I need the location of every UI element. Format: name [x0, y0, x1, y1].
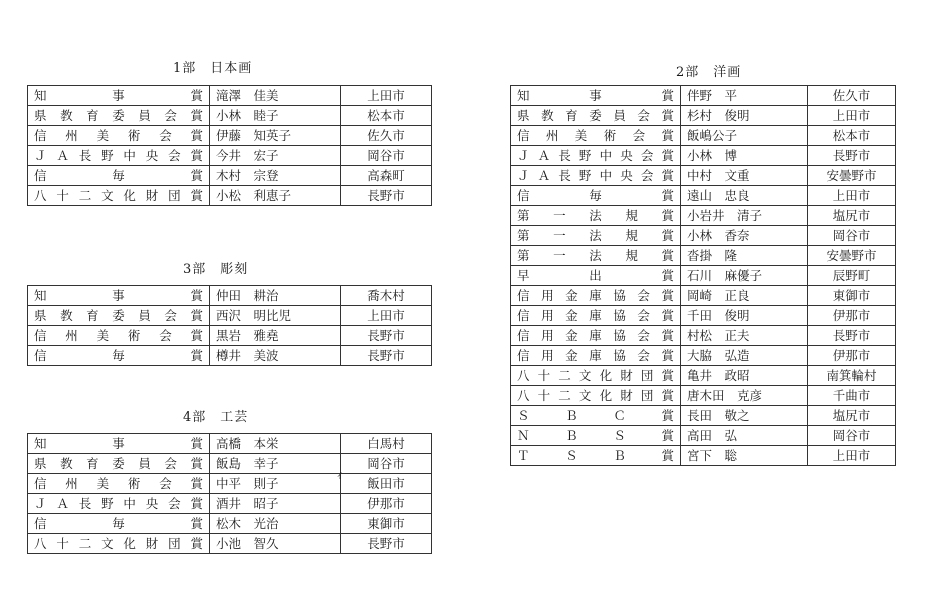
- person-name-cell: 酒井 昭子: [210, 494, 341, 514]
- table-row: [28, 306, 432, 326]
- city-cell: 東御市: [341, 514, 432, 534]
- city-cell: 伊那市: [808, 306, 896, 326]
- city-cell: 長野市: [341, 346, 432, 366]
- city-cell: 上田市: [808, 186, 896, 206]
- city-cell: 安曇野市: [808, 166, 896, 186]
- section-title-chokoku: 3部 彫刻: [183, 262, 249, 277]
- city-cell: 南箕輪村: [808, 366, 896, 386]
- award-name-cell: 信用金庫協会賞: [511, 326, 681, 346]
- city-cell: 岡谷市: [808, 426, 896, 446]
- person-name-cell: 飯嶋公子: [681, 126, 808, 146]
- city-cell: 長野市: [808, 326, 896, 346]
- table-row: [511, 266, 896, 286]
- table-row: [28, 146, 432, 166]
- table-row: [511, 246, 896, 266]
- award-table-chokoku: [27, 285, 432, 366]
- table-row: [28, 106, 432, 126]
- table-row: [28, 534, 432, 554]
- person-name-cell: 伊藤 知英子: [210, 126, 341, 146]
- table-row: [28, 86, 432, 106]
- award-name-cell: Ｔ Ｓ Ｂ 賞: [511, 446, 681, 466]
- person-name-cell: 木村 宗登: [210, 166, 341, 186]
- award-table-kogei: [27, 433, 432, 554]
- award-name-cell: 信州美術会賞: [28, 474, 210, 494]
- city-cell: 長野市: [341, 534, 432, 554]
- award-name-cell: 信用金庫協会賞: [511, 346, 681, 366]
- stray-mark: ｨ: [337, 468, 343, 481]
- table-row: [511, 326, 896, 346]
- award-name-cell: 県教育委員会賞: [28, 454, 210, 474]
- table-row: [511, 386, 896, 406]
- award-name-cell: ＪＡ長野中央会賞: [511, 146, 681, 166]
- person-name-cell: 亀井 政昭: [681, 366, 808, 386]
- award-name-cell: 信用金庫協会賞: [511, 286, 681, 306]
- person-name-cell: 中平 則子: [210, 474, 341, 494]
- city-cell: 上田市: [808, 446, 896, 466]
- person-name-cell: 岡崎 正良: [681, 286, 808, 306]
- award-name-cell: 知 事 賞: [28, 86, 210, 106]
- table-row: [511, 146, 896, 166]
- person-name-cell: 中村 文重: [681, 166, 808, 186]
- city-cell: 松本市: [808, 126, 896, 146]
- person-name-cell: 高田 弘: [681, 426, 808, 446]
- person-name-cell: 小林 博: [681, 146, 808, 166]
- city-cell: 長野市: [808, 146, 896, 166]
- person-name-cell: 小林 香奈: [681, 226, 808, 246]
- person-name-cell: 松木 光治: [210, 514, 341, 534]
- section-title-nihonga: 1部 日本画: [173, 61, 253, 76]
- table-row: [511, 346, 896, 366]
- table-row: [511, 86, 896, 106]
- table-row: [511, 106, 896, 126]
- city-cell: 上田市: [341, 86, 432, 106]
- city-cell: 佐久市: [808, 86, 896, 106]
- person-name-cell: 遠山 忠良: [681, 186, 808, 206]
- table-row: [511, 206, 896, 226]
- award-name-cell: 信州美術会賞: [28, 326, 210, 346]
- city-cell: 伊那市: [808, 346, 896, 366]
- person-name-cell: 仲田 耕治: [210, 286, 341, 306]
- table-row: [28, 434, 432, 454]
- city-cell: 上田市: [341, 306, 432, 326]
- table-row: [511, 286, 896, 306]
- award-name-cell: ＪＡ長野中央会賞: [28, 494, 210, 514]
- person-name-cell: 唐木田 克彦: [681, 386, 808, 406]
- table-row: [511, 426, 896, 446]
- person-name-cell: 石川 麻優子: [681, 266, 808, 286]
- award-name-cell: 県教育委員会賞: [28, 106, 210, 126]
- table-row: [511, 166, 896, 186]
- city-cell: 塩尻市: [808, 406, 896, 426]
- person-name-cell: 小林 睦子: [210, 106, 341, 126]
- table-row: [28, 454, 432, 474]
- table-row: [28, 166, 432, 186]
- section-title-kogei: 4部 工芸: [183, 410, 249, 425]
- award-name-cell: ＪＡ長野中央会賞: [28, 146, 210, 166]
- city-cell: 白馬村: [341, 434, 432, 454]
- person-name-cell: 西沢 明比児: [210, 306, 341, 326]
- award-name-cell: Ｓ Ｂ Ｃ 賞: [511, 406, 681, 426]
- person-name-cell: 村松 正夫: [681, 326, 808, 346]
- award-name-cell: 八十二文化財団賞: [28, 534, 210, 554]
- table-row: [511, 186, 896, 206]
- award-name-cell: 信 毎 賞: [511, 186, 681, 206]
- city-cell: 松本市: [341, 106, 432, 126]
- table-row: [28, 346, 432, 366]
- award-name-cell: 第 一 法 規 賞: [511, 246, 681, 266]
- table-row: [511, 126, 896, 146]
- city-cell: 辰野町: [808, 266, 896, 286]
- person-name-cell: 長田 敬之: [681, 406, 808, 426]
- table-row: [28, 474, 432, 494]
- table-row: [28, 494, 432, 514]
- table-row: [28, 326, 432, 346]
- city-cell: 伊那市: [341, 494, 432, 514]
- award-table-nihonga: [27, 85, 432, 206]
- city-cell: 喬木村: [341, 286, 432, 306]
- city-cell: 東御市: [808, 286, 896, 306]
- city-cell: 佐久市: [341, 126, 432, 146]
- person-name-cell: 樽井 美波: [210, 346, 341, 366]
- person-name-cell: 飯島 幸子: [210, 454, 341, 474]
- table-row: [511, 406, 896, 426]
- award-name-cell: 八十二文化財団賞: [511, 366, 681, 386]
- award-name-cell: 信 毎 賞: [28, 166, 210, 186]
- city-cell: 岡谷市: [341, 454, 432, 474]
- person-name-cell: 黒岩 雅堯: [210, 326, 341, 346]
- person-name-cell: 小岩井 清子: [681, 206, 808, 226]
- table-row: [511, 306, 896, 326]
- person-name-cell: 大脇 弘造: [681, 346, 808, 366]
- table-row: [511, 366, 896, 386]
- award-name-cell: 信州美術会賞: [511, 126, 681, 146]
- award-name-cell: 信用金庫協会賞: [511, 306, 681, 326]
- award-name-cell: 信州美術会賞: [28, 126, 210, 146]
- award-name-cell: 早 出 賞: [511, 266, 681, 286]
- city-cell: 上田市: [808, 106, 896, 126]
- table-row: [28, 126, 432, 146]
- person-name-cell: 千田 俊明: [681, 306, 808, 326]
- award-name-cell: 知 事 賞: [28, 434, 210, 454]
- person-name-cell: 高橋 本栄: [210, 434, 341, 454]
- section-title-yoga: 2部 洋画: [676, 65, 742, 80]
- award-name-cell: 第 一 法 規 賞: [511, 206, 681, 226]
- award-name-cell: 第 一 法 規 賞: [511, 226, 681, 246]
- person-name-cell: 伴野 平: [681, 86, 808, 106]
- city-cell: 飯田市: [341, 474, 432, 494]
- award-table-yoga: [510, 85, 896, 466]
- person-name-cell: 滝澤 佳美: [210, 86, 341, 106]
- table-row: [511, 226, 896, 246]
- person-name-cell: 杉村 俊明: [681, 106, 808, 126]
- person-name-cell: 小池 智久: [210, 534, 341, 554]
- city-cell: 千曲市: [808, 386, 896, 406]
- award-name-cell: 八十二文化財団賞: [28, 186, 210, 206]
- award-name-cell: 八十二文化財団賞: [511, 386, 681, 406]
- table-row: [28, 286, 432, 306]
- city-cell: 長野市: [341, 326, 432, 346]
- award-name-cell: 信 毎 賞: [28, 346, 210, 366]
- city-cell: 安曇野市: [808, 246, 896, 266]
- table-row: [511, 446, 896, 466]
- person-name-cell: 小松 利恵子: [210, 186, 341, 206]
- award-name-cell: Ｎ Ｂ Ｓ 賞: [511, 426, 681, 446]
- person-name-cell: 宮下 聡: [681, 446, 808, 466]
- city-cell: 岡谷市: [808, 226, 896, 246]
- table-row: [28, 514, 432, 534]
- award-name-cell: 信 毎 賞: [28, 514, 210, 534]
- award-name-cell: 知 事 賞: [511, 86, 681, 106]
- person-name-cell: 今井 宏子: [210, 146, 341, 166]
- person-name-cell: 沓掛 隆: [681, 246, 808, 266]
- city-cell: 塩尻市: [808, 206, 896, 226]
- award-name-cell: 県教育委員会賞: [28, 306, 210, 326]
- award-name-cell: ＪＡ長野中央会賞: [511, 166, 681, 186]
- city-cell: 高森町: [341, 166, 432, 186]
- award-name-cell: 県教育委員会賞: [511, 106, 681, 126]
- city-cell: 岡谷市: [341, 146, 432, 166]
- table-row: [28, 186, 432, 206]
- award-name-cell: 知 事 賞: [28, 286, 210, 306]
- city-cell: 長野市: [341, 186, 432, 206]
